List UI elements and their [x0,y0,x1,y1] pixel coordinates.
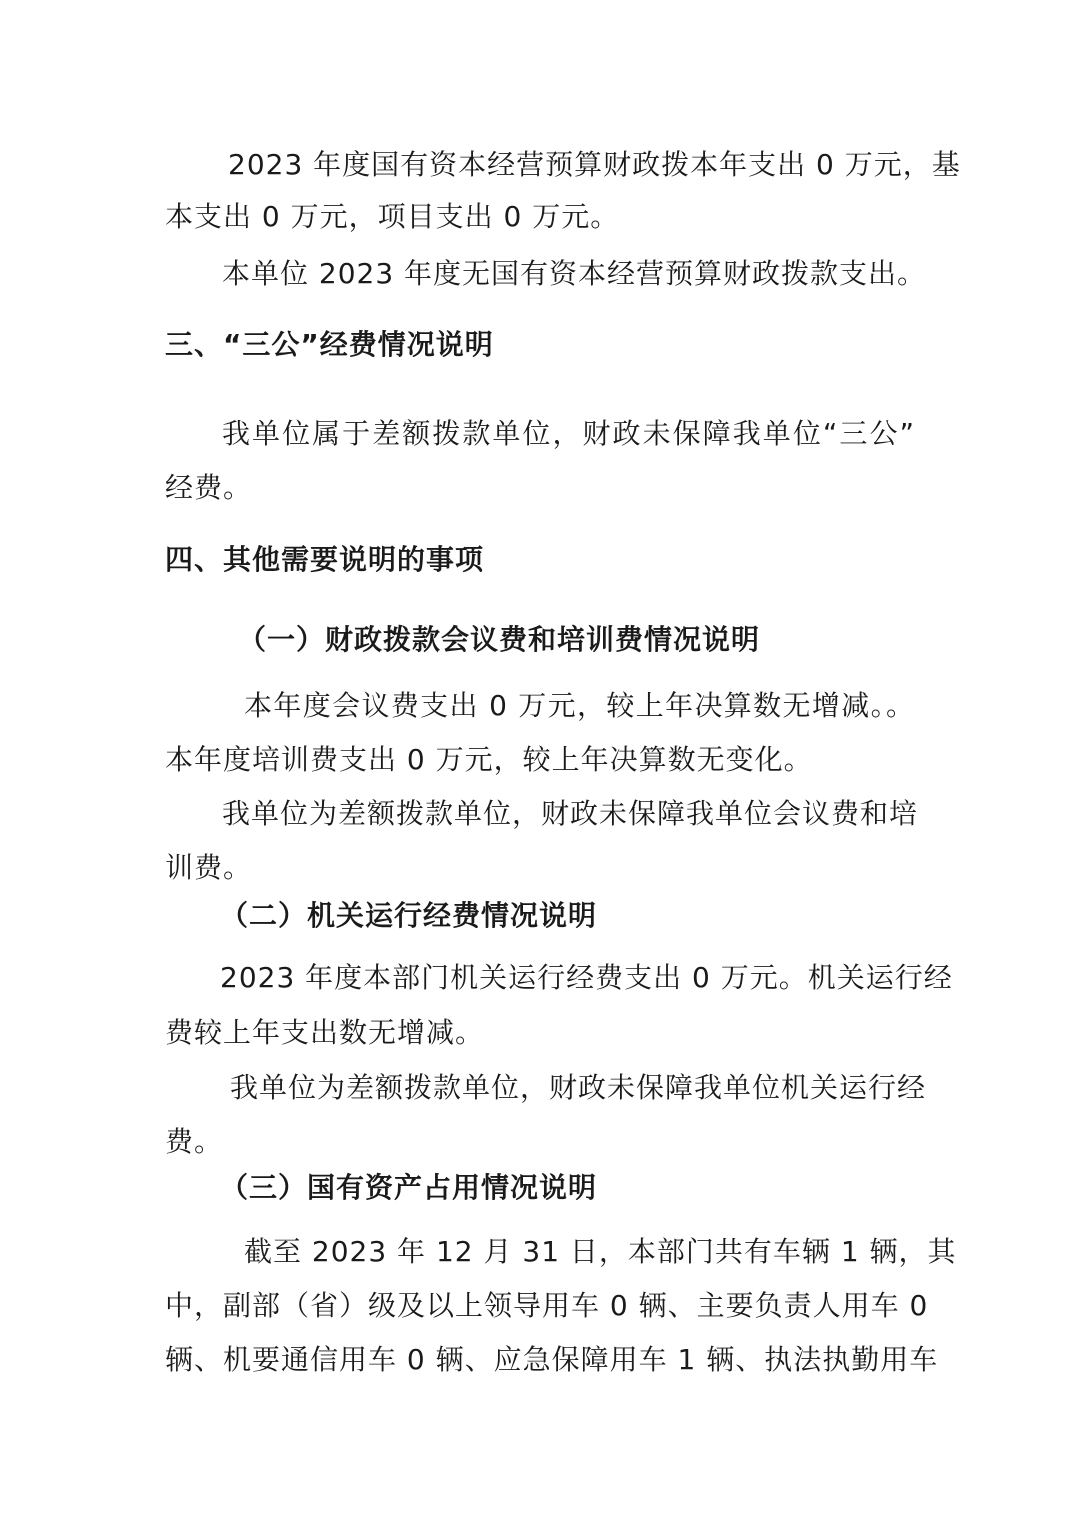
paragraph-line: 2023 年度国有资本经营预算财政拨本年支出 0 万元，基 [228,148,961,181]
paragraph-line: 费。 [165,1125,224,1158]
paragraph-line: 2023 年度本部门机关运行经费支出 0 万元。机关运行经 [220,961,953,994]
paragraph-line: 截至 2023 年 12 月 31 日，本部门共有车辆 1 辆，其 [244,1235,957,1268]
section-heading: 四、其他需要说明的事项 [165,543,485,576]
subsection-heading: （一）财政拨款会议费和培训费情况说明 [238,623,761,656]
subsection-heading: （二）机关运行经费情况说明 [220,899,598,932]
paragraph-line: 本年度会议费支出 0 万元，较上年决算数无增减。。 [244,689,915,722]
paragraph-line: 我单位为差额拨款单位，财政未保障我单位会议费和培 [222,797,919,830]
section-heading: 三、“三公”经费情况说明 [165,328,494,361]
paragraph-line: 我单位属于差额拨款单位，财政未保障我单位“三公” [222,417,915,450]
paragraph-line: 辆、机要通信用车 0 辆、应急保障用车 1 辆、执法执勤用车 [165,1343,939,1376]
paragraph-line: 本支出 0 万元，项目支出 0 万元。 [165,200,620,233]
subsection-heading: （三）国有资产占用情况说明 [220,1171,598,1204]
paragraph-line: 经费。 [165,471,253,504]
paragraph-line: 我单位为差额拨款单位，财政未保障我单位机关运行经 [230,1071,927,1104]
paragraph-line: 训费。 [165,851,253,884]
paragraph-line: 本单位 2023 年度无国有资本经营预算财政拨款支出。 [222,257,927,290]
paragraph-line: 费较上年支出数无增减。 [165,1016,485,1049]
paragraph-line: 本年度培训费支出 0 万元，较上年决算数无变化。 [165,743,813,776]
paragraph-line: 中，副部（省）级及以上领导用车 0 辆、主要负责人用车 0 [165,1289,929,1322]
